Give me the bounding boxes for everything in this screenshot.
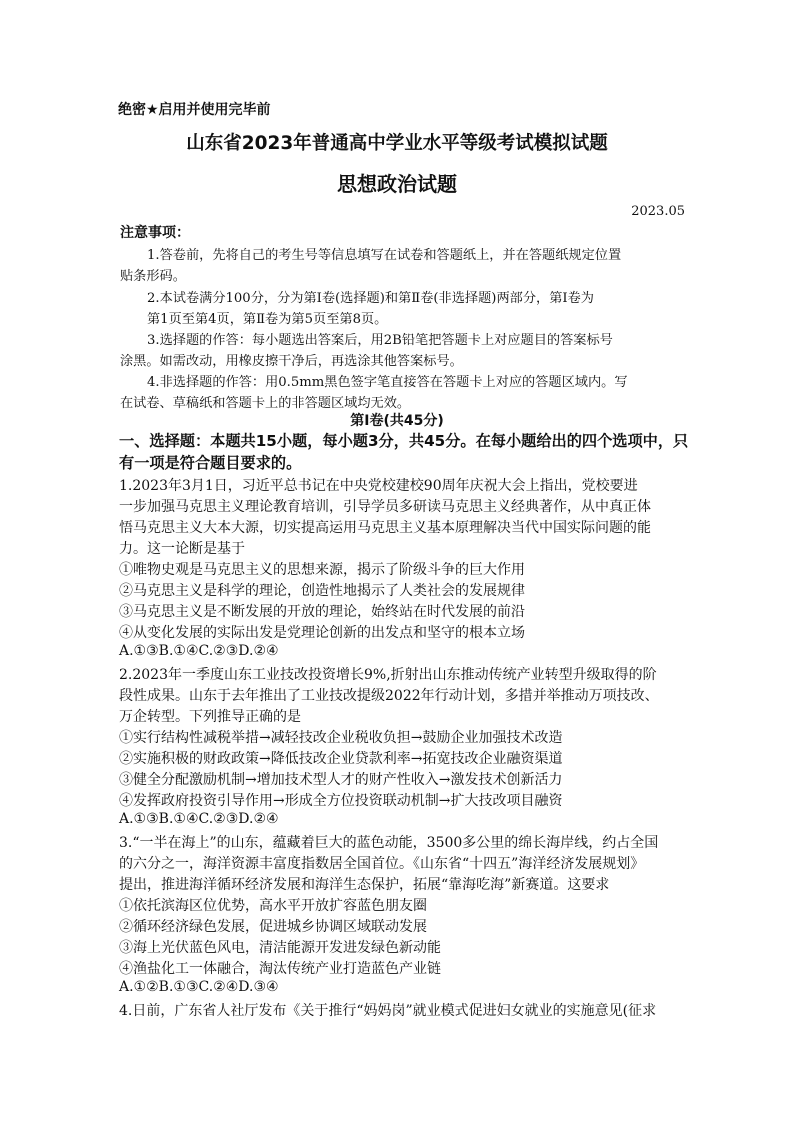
notice-line: 2.本试卷满分100分，分为第Ⅰ卷(选择题)和第Ⅱ卷(非选择题)两部分，第Ⅰ卷为 [147, 291, 594, 306]
section-instruction: 一、选择题：本题共15小题，每小题3分，共45分。在每小题给出的四个选项中，只 [119, 432, 689, 450]
q2-choices: A.①③B.①④C.②③D.②④ [119, 811, 279, 827]
q3-stem-line: 3.“一半在海上”的山东，蕴藏着巨大的蓝色动能，3500多公里的绵长海岸线，约占全国 [119, 835, 659, 851]
q3-option: ②循环经济绿色发展，促进城乡协调区域联动发展 [119, 919, 427, 935]
q3-option: ③海上光伏蓝色风电，清洁能源开发进发绿色新动能 [119, 940, 441, 956]
notice-line: 涂黑。如需改动，用橡皮擦干净后，再选涂其他答案标号。 [120, 354, 463, 369]
notice-line: 贴条形码。 [120, 269, 186, 284]
q2-option: ①实行结构性减税举措→减轻技改企业税收负担→鼓励企业加强技术改造 [119, 730, 563, 746]
notice-line: 1.答卷前，先将自己的考生号等信息填写在试卷和答题纸上，并在答题纸规定位置 [147, 248, 622, 263]
q2-stem-line: 2.2023年一季度山东工业技改投资增长9%,折射出山东推动传统产业转型升级取得的阶 [119, 667, 657, 683]
q1-stem-line: 悟马克思主义大本大源，切实提高运用马克思主义基本原理解决当代中国实际问题的能 [119, 520, 651, 536]
q2-option: ②实施积极的财政政策→降低技改企业贷款利率→拓宽技改企业融资渠道 [119, 751, 563, 767]
q2-stem-line: 段性成果。山东于去年推出了工业技改提级2022年行动计划，多措并举推动万项技改、 [119, 688, 659, 704]
confidential-label: 绝密★启用并使用完毕前 [118, 102, 271, 118]
notice-line: 3.选择题的作答：每小题选出答案后，用2B铅笔把答题卡上对应题目的答案标号 [147, 333, 613, 348]
notice-line: 在试卷、草稿纸和答题卡上的非答题区域均无效。 [120, 396, 411, 411]
notice-line: 第1页至第4页，第Ⅱ卷为第5页至第8页。 [147, 312, 388, 327]
q2-option: ③健全分配激励机制→增加技术型人才的财产性收入→激发技术创新活力 [119, 772, 563, 788]
q1-choices: A.①③B.①④C.②③D.②④ [119, 643, 279, 659]
q2-option: ④发挥政府投资引导作用→形成全方位投资联动机制→扩大技改项目融资 [119, 793, 563, 809]
q1-option: ③马克思主义是不断发展的开放的理论，始终站在时代发展的前沿 [119, 604, 525, 620]
q1-stem-line: 1.2023年3月1日，习近平总书记在中央党校建校90周年庆祝大会上指出，党校要进 [119, 478, 638, 494]
notice-line: 4.非选择题的作答：用0.5mm黑色签字笔直接答在答题卡上对应的答题区域内。写 [147, 375, 628, 390]
exam-title: 山东省2023年普通高中学业水平等级考试模拟试题 [186, 133, 608, 154]
q3-stem-line: 提出，推进海洋循环经济发展和海洋生态保护，拓展“靠海吃海”新赛道。这要求 [119, 877, 610, 893]
q1-option: ④从变化发展的实际出发是党理论创新的出发点和坚守的根本立场 [119, 625, 525, 641]
q2-stem-line: 万企转型。下列推导正确的是 [119, 709, 301, 725]
q3-stem-line: 的六分之一，海洋资源丰富度指数居全国首位。《山东省“十四五”海洋经济发展规划》 [119, 856, 645, 872]
q1-option: ①唯物史观是马克思主义的思想来源，揭示了阶级斗争的巨大作用 [119, 562, 525, 578]
section-instruction: 有一项是符合题目要求的。 [119, 454, 302, 472]
q4-stem-line: 4.日前，广东省人社厅发布《关于推行“妈妈岗”就业模式促进妇女就业的实施意见(征求 [119, 1003, 657, 1019]
q1-stem-line: 一步加强马克思主义理论教育培训，引导学员多研读马克思主义经典著作，从中真正体 [119, 499, 651, 515]
q1-stem-line: 力。这一论断是基于 [119, 541, 245, 557]
q3-option: ④渔盐化工一体融合，淘汰传统产业打造蓝色产业链 [119, 961, 441, 977]
exam-date: 2023.05 [631, 204, 685, 219]
exam-subtitle: 思想政治试题 [337, 172, 457, 196]
notice-heading: 注意事项： [120, 225, 190, 241]
section-heading: 第Ⅰ卷(共45分) [350, 413, 444, 429]
q3-option: ①依托滨海区位优势，高水平开放扩容蓝色朋友圈 [119, 898, 427, 914]
q1-option: ②马克思主义是科学的理论，创造性地揭示了人类社会的发展规律 [119, 583, 525, 599]
q3-choices: A.①②B.①③C.②④D.③④ [119, 979, 279, 995]
